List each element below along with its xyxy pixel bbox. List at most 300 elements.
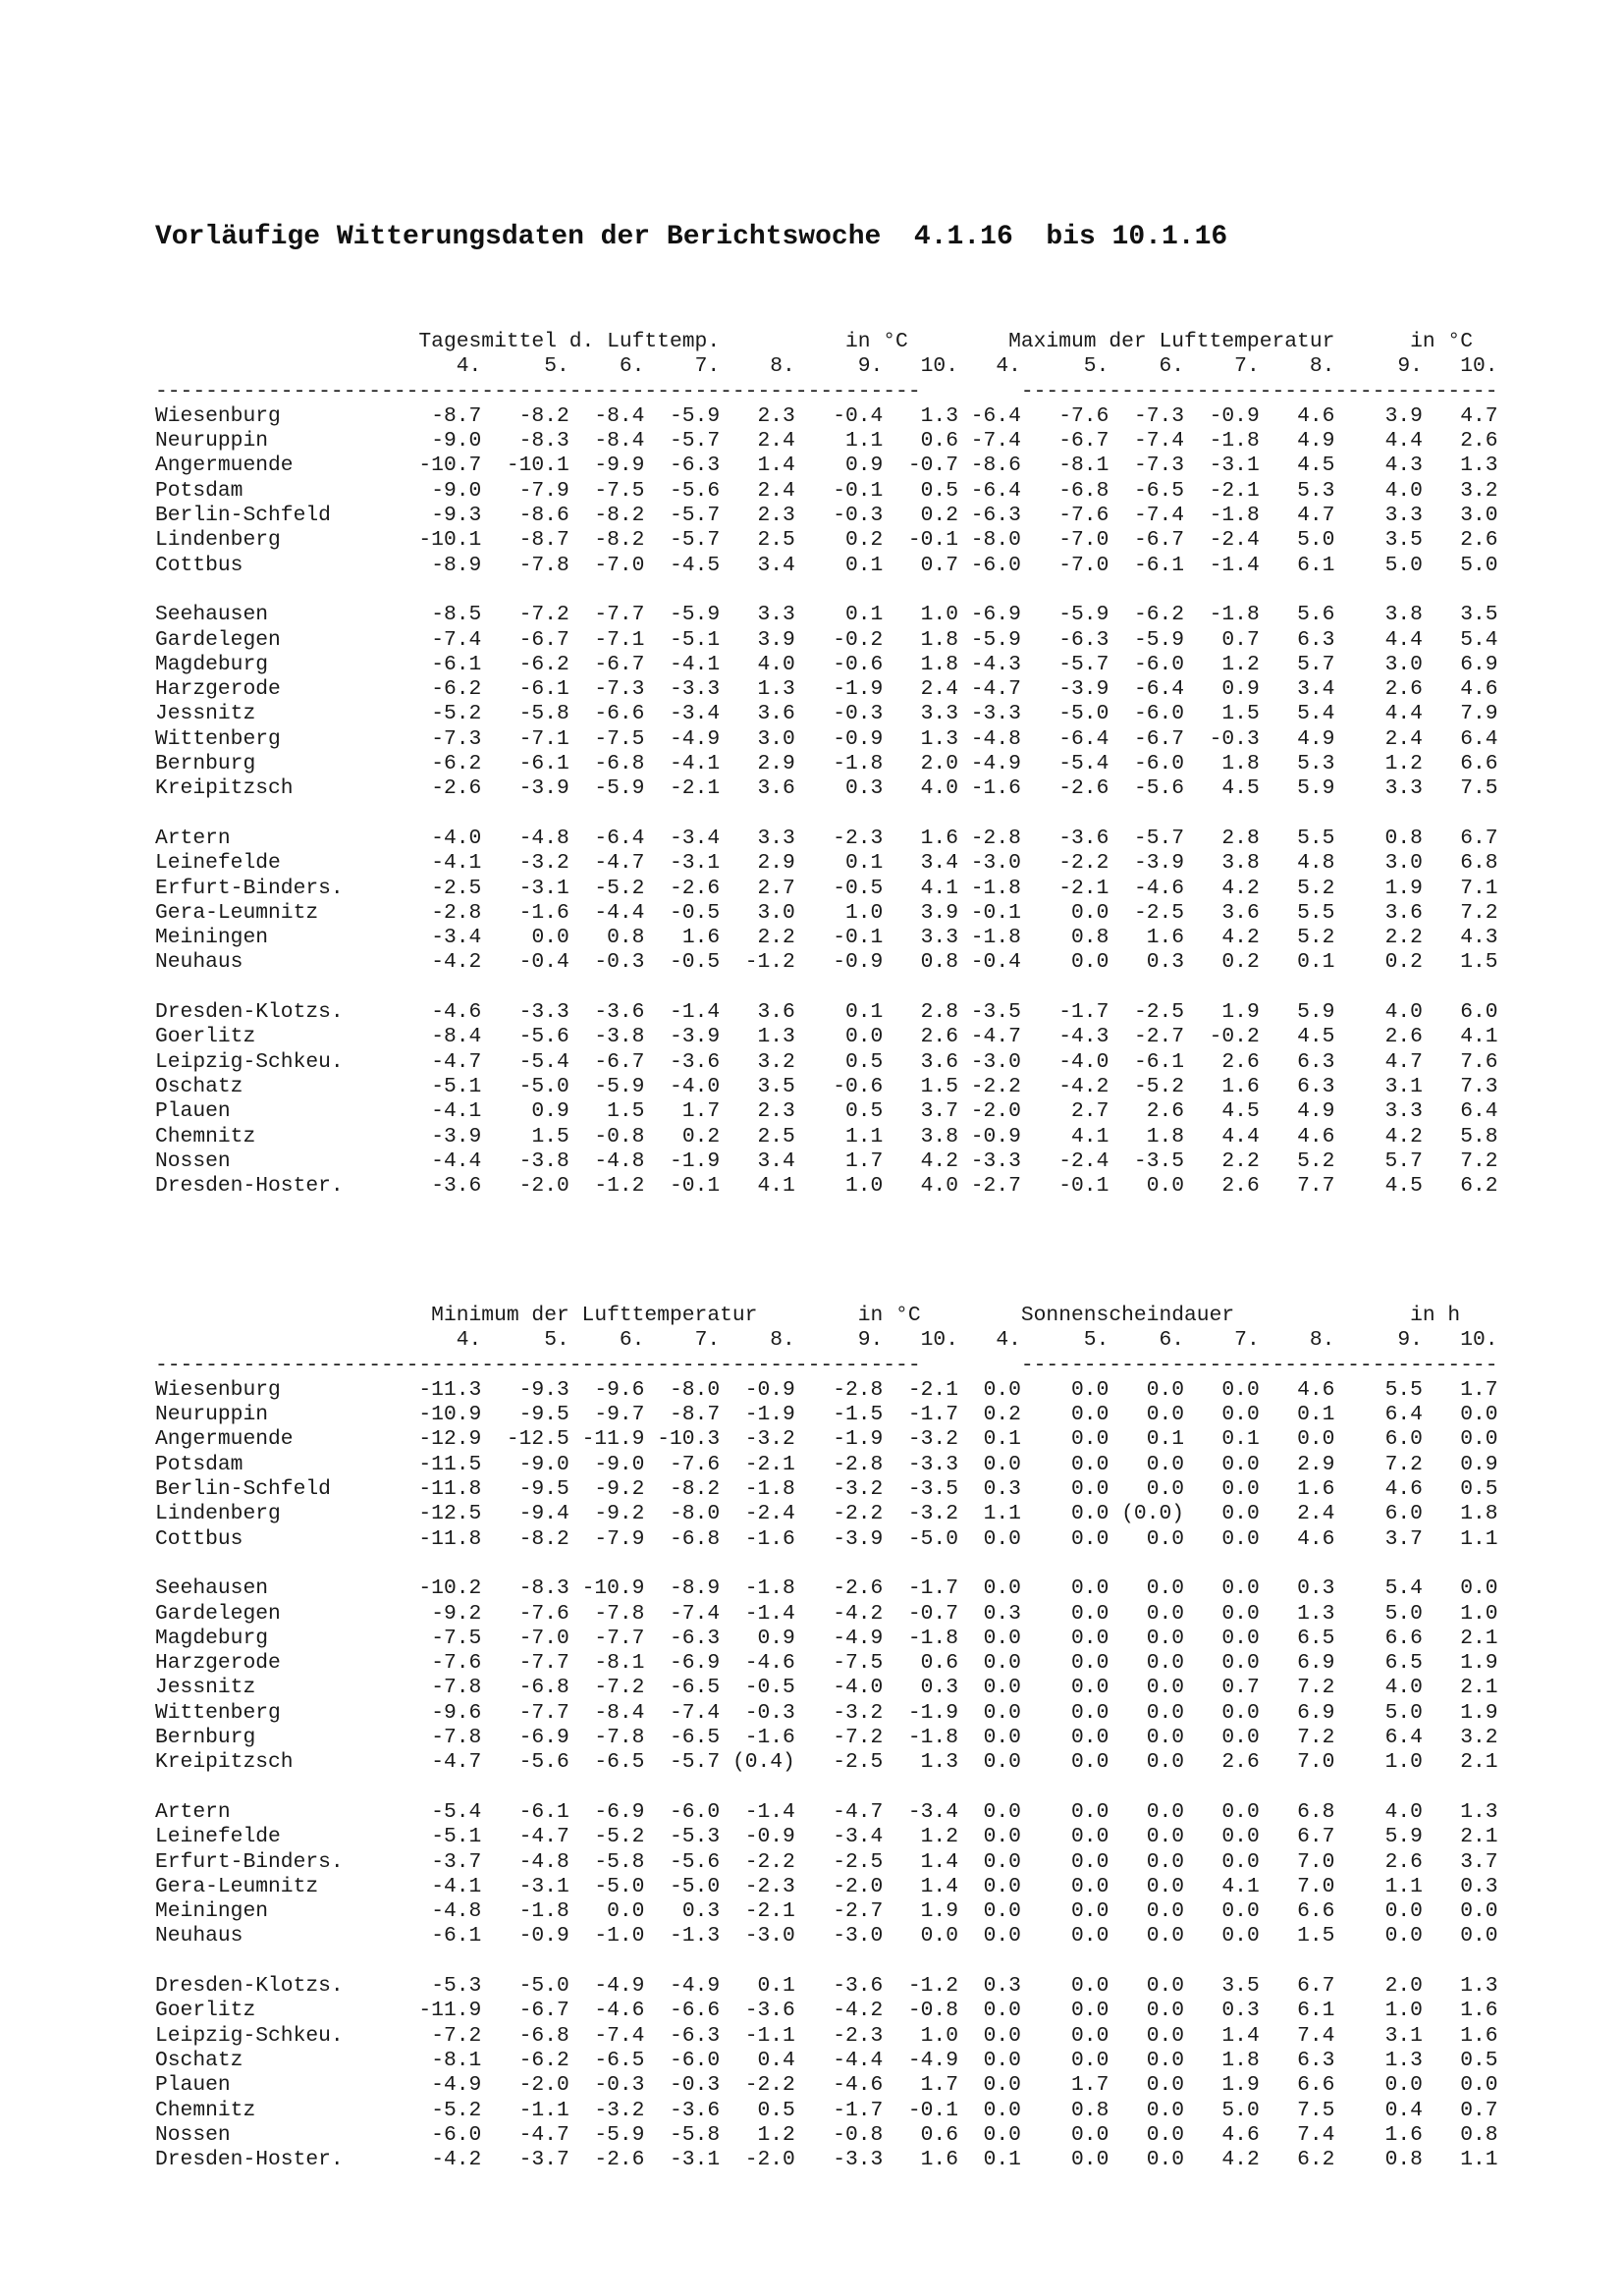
table-cell: 0.0 — [1071, 1676, 1109, 1700]
table-cell: 0.0 — [1146, 1799, 1185, 1824]
table-cell: 5.0 — [1384, 1601, 1423, 1626]
table-cell: 1.7 — [681, 1099, 721, 1124]
table-cell: (0.0) — [1121, 1502, 1185, 1526]
day-header: 10. — [1460, 354, 1498, 379]
table-cell: 4.5 — [1297, 1025, 1335, 1049]
table-cell: -0.9 — [744, 1825, 795, 1849]
table-cell: -6.5 — [594, 2048, 645, 2072]
table-cell: 0.3 — [983, 1601, 1021, 1626]
table-cell: 0.3 — [983, 1974, 1021, 1999]
table-cell: -4.0 — [833, 1676, 884, 1700]
table-cell: 3.1 — [1384, 1074, 1423, 1098]
table-cell: -6.1 — [518, 1799, 569, 1824]
table-cell: 6.5 — [1297, 1626, 1335, 1650]
table-cell: -6.3 — [670, 2023, 721, 2048]
table-cell: -8.4 — [594, 403, 645, 428]
table-cell: -1.0 — [594, 1924, 645, 1949]
table-cell: -1.4 — [744, 1601, 795, 1626]
table-cell: -8.9 — [431, 553, 482, 577]
table-cell: -7.8 — [594, 1601, 645, 1626]
table-cell: -7.8 — [518, 553, 569, 577]
table-cell: 3.6 — [757, 1000, 795, 1025]
table-cell: -0.5 — [833, 876, 884, 900]
table-cell: 0.1 — [844, 851, 884, 876]
table-cell: 6.6 — [1460, 752, 1498, 776]
station-name: Neuruppin — [155, 429, 269, 454]
table-cell: 6.3 — [1297, 627, 1335, 652]
table-cell: -7.8 — [431, 1726, 482, 1750]
table-cell: -5.0 — [518, 1974, 569, 1999]
table-cell: 3.7 — [920, 1099, 958, 1124]
table-cell: -5.9 — [670, 403, 721, 428]
table-cell: 0.1 — [844, 553, 884, 577]
table-cell: 0.4 — [757, 2048, 795, 2072]
table-cell: -3.6 — [744, 1999, 795, 2023]
table-cell: 0.0 — [983, 1899, 1021, 1924]
station-name: Dresden-Klotzs. — [155, 1974, 344, 1999]
table-cell: 6.4 — [1460, 726, 1498, 751]
table-cell: 4.6 — [1297, 1124, 1335, 1148]
table-cell: -1.1 — [744, 2023, 795, 2048]
table-cell: 0.0 — [1221, 1825, 1260, 1849]
table-cell: 4.1 — [757, 1174, 795, 1199]
table-cell: 0.0 — [1460, 2073, 1498, 2098]
table-cell: 0.0 — [1071, 1825, 1109, 1849]
table-cell: -3.1 — [670, 851, 721, 876]
table-cell: -2.7 — [833, 1899, 884, 1924]
table-cell: 6.3 — [1297, 1049, 1335, 1074]
table-cell: -3.4 — [907, 1799, 958, 1824]
table-cell: 1.0 — [920, 2023, 958, 2048]
table-cell: 0.0 — [1146, 1403, 1185, 1427]
table-cell: 1.3 — [757, 677, 795, 702]
table-cell: -4.5 — [670, 553, 721, 577]
table-cell: -4.2 — [1058, 1074, 1109, 1098]
table-cell: 0.9 — [757, 1626, 795, 1650]
table-cell: 7.4 — [1297, 2023, 1335, 2048]
table-cell: 5.0 — [1460, 553, 1498, 577]
table-cell: 2.9 — [757, 851, 795, 876]
table-cell: 7.5 — [1460, 776, 1498, 801]
table-cell: 2.1 — [1460, 1750, 1498, 1775]
table-cell: 2.1 — [1460, 1676, 1498, 1700]
table-cell: 0.0 — [1071, 1874, 1109, 1898]
table-cell: 4.2 — [1221, 876, 1260, 900]
table-cell: 3.5 — [1460, 603, 1498, 627]
table-cell: -9.0 — [594, 1452, 645, 1476]
table-cell: -2.0 — [833, 1874, 884, 1898]
table-cell: 2.5 — [757, 528, 795, 553]
table-cell: 2.2 — [1221, 1148, 1260, 1173]
table-cell: -7.2 — [594, 1676, 645, 1700]
station-name: Artern — [155, 1799, 231, 1824]
table-cell: 4.6 — [1384, 1477, 1423, 1502]
table-cell: -4.6 — [594, 1999, 645, 2023]
table-cell: 1.5 — [1297, 1924, 1335, 1949]
table-cell: -3.3 — [833, 2148, 884, 2172]
table-cell: 6.6 — [1297, 1899, 1335, 1924]
station-name: Neuruppin — [155, 1403, 269, 1427]
table-cell: -3.8 — [594, 1025, 645, 1049]
table-cell: -4.7 — [594, 851, 645, 876]
table-cell: 3.9 — [757, 627, 795, 652]
table-cell: 0.0 — [1071, 1626, 1109, 1650]
table-cell: -11.9 — [581, 1427, 645, 1452]
table-cell: -4.1 — [431, 1874, 482, 1898]
table-cell: 1.0 — [1384, 1999, 1423, 2023]
table-cell: -3.2 — [594, 2098, 645, 2122]
table-cell: 6.0 — [1384, 1427, 1423, 1452]
station-name: Erfurt-Binders. — [155, 876, 344, 900]
table-cell: 0.0 — [1071, 1849, 1109, 1874]
table-cell: 0.0 — [1071, 1651, 1109, 1676]
table-cell: -0.4 — [833, 403, 884, 428]
table-cell: -0.9 — [744, 1377, 795, 1402]
table-cell: -9.0 — [431, 429, 482, 454]
table-cell: 6.7 — [1297, 1974, 1335, 1999]
table-cell: 2.8 — [920, 1000, 958, 1025]
table-cell: -2.2 — [833, 1502, 884, 1526]
table-cell: -0.8 — [833, 2122, 884, 2147]
table-cell: 2.0 — [1384, 1974, 1423, 1999]
table-cell: -10.3 — [657, 1427, 721, 1452]
table-cell: 4.2 — [1221, 2148, 1260, 2172]
table-cell: 2.6 — [1460, 528, 1498, 553]
table-cell: -8.3 — [518, 1576, 569, 1601]
table-cell: 5.3 — [1297, 752, 1335, 776]
table-cell: -3.8 — [518, 1148, 569, 1173]
table-cell: 3.6 — [757, 702, 795, 726]
station-name: Chemnitz — [155, 2098, 256, 2122]
day-header: 5. — [544, 354, 569, 379]
table-cell: -11.8 — [418, 1526, 482, 1551]
table-cell: -5.2 — [594, 876, 645, 900]
table-cell: -5.6 — [670, 478, 721, 503]
table-cell: -10.1 — [418, 528, 482, 553]
table-cell: -3.9 — [670, 1025, 721, 1049]
table-cell: 4.0 — [1384, 1799, 1423, 1824]
table-cell: 0.8 — [1384, 2148, 1423, 2172]
table-cell: -2.2 — [1058, 851, 1109, 876]
table-cell: 6.7 — [1297, 1825, 1335, 1849]
table-cell: 1.3 — [757, 1025, 795, 1049]
table-cell: 0.0 — [983, 1626, 1021, 1650]
day-header: 9. — [857, 1328, 884, 1353]
table-cell: -7.4 — [1133, 504, 1185, 528]
day-header: 6. — [1159, 354, 1185, 379]
station-name: Berlin-Schfeld — [155, 1477, 331, 1502]
table-cell: 1.3 — [920, 403, 958, 428]
table-cell: -6.7 — [1058, 429, 1109, 454]
table-cell: 0.2 — [983, 1403, 1021, 1427]
table-cell: 3.6 — [1221, 900, 1260, 925]
table-cell: 0.7 — [1221, 627, 1260, 652]
table-cell: 2.6 — [1460, 429, 1498, 454]
table-cell: 4.0 — [1384, 478, 1423, 503]
table-cell: 4.6 — [1297, 1526, 1335, 1551]
table-cell: -4.0 — [431, 826, 482, 850]
table-cell: -0.3 — [744, 1700, 795, 1725]
table-cell: -0.3 — [594, 2073, 645, 2098]
table-cell: 0.6 — [920, 1651, 958, 1676]
table-cell: -5.9 — [1058, 603, 1109, 627]
table-cell: 6.5 — [1384, 1651, 1423, 1676]
table-cell: (0.4) — [731, 1750, 795, 1775]
table-cell: 0.8 — [607, 926, 645, 950]
table-cell: 0.0 — [1146, 2073, 1185, 2098]
table-cell: 1.0 — [844, 1174, 884, 1199]
table-cell: 1.8 — [920, 652, 958, 676]
table-cell: -8.4 — [594, 1700, 645, 1725]
table-cell: 2.1 — [1460, 1626, 1498, 1650]
table-cell: -6.8 — [518, 2023, 569, 2048]
table-cell: 4.1 — [1071, 1124, 1109, 1148]
table-cell: 5.0 — [1221, 2098, 1260, 2122]
table-cell: 0.0 — [1146, 1924, 1185, 1949]
left-unit-label: in °C — [844, 330, 908, 353]
table-cell: -7.6 — [518, 1601, 569, 1626]
table-cell: 6.1 — [1297, 553, 1335, 577]
table-cell: 3.6 — [920, 1049, 958, 1074]
table-cell: 0.0 — [1460, 1427, 1498, 1452]
table-cell: -6.0 — [970, 553, 1021, 577]
table-cell: -4.9 — [670, 726, 721, 751]
table-cell: -0.1 — [670, 1174, 721, 1199]
table-cell: -4.4 — [431, 1148, 482, 1173]
table-cell: -3.9 — [833, 1526, 884, 1551]
table-cell: 0.0 — [983, 1825, 1021, 1849]
table-cell: 5.7 — [1297, 652, 1335, 676]
left-column-header: Minimum der Lufttemperatur — [431, 1304, 758, 1327]
table-cell: -8.0 — [670, 1502, 721, 1526]
table-cell: 1.5 — [607, 1099, 645, 1124]
table-cell: -3.4 — [670, 826, 721, 850]
table-cell: -2.4 — [744, 1502, 795, 1526]
table-cell: -1.1 — [518, 2098, 569, 2122]
table-cell: 1.7 — [1071, 2073, 1109, 2098]
table-cell: 0.0 — [1071, 1700, 1109, 1725]
station-name: Dresden-Hoster. — [155, 1174, 344, 1199]
table-cell: -7.4 — [970, 429, 1021, 454]
table-cell: -5.7 — [670, 504, 721, 528]
table-cell: -3.9 — [431, 1124, 482, 1148]
table-cell: -3.9 — [1133, 851, 1185, 876]
table-cell: -4.7 — [431, 1049, 482, 1074]
table-cell: 3.5 — [757, 1074, 795, 1098]
table-cell: -4.6 — [744, 1651, 795, 1676]
left-column-header: Tagesmittel d. Lufttemp. — [418, 330, 721, 353]
table-cell: -5.7 — [1133, 826, 1185, 850]
table-cell: 1.3 — [920, 726, 958, 751]
station-name: Cottbus — [155, 553, 243, 577]
station-name: Wittenberg — [155, 726, 281, 751]
table-cell: 3.4 — [757, 553, 795, 577]
table-cell: -0.2 — [1209, 1025, 1260, 1049]
table-cell: -12.9 — [418, 1427, 482, 1452]
table-cell: -0.5 — [670, 950, 721, 975]
table-cell: 4.6 — [1460, 677, 1498, 702]
day-header: 8. — [1309, 1328, 1335, 1353]
table-cell: -7.0 — [594, 553, 645, 577]
day-header: 6. — [619, 354, 645, 379]
table-cell: 3.8 — [920, 1124, 958, 1148]
table-cell: 1.2 — [920, 1825, 958, 1849]
table-cell: -2.4 — [1058, 1148, 1109, 1173]
table-cell: -1.9 — [833, 677, 884, 702]
table-cell: -7.9 — [518, 478, 569, 503]
station-name: Chemnitz — [155, 1124, 256, 1148]
table-cell: -5.0 — [518, 1074, 569, 1098]
table-cell: -2.1 — [1058, 876, 1109, 900]
table-cell: 2.4 — [1384, 726, 1423, 751]
table-cell: -4.9 — [594, 1974, 645, 1999]
table-cell: 3.4 — [757, 1148, 795, 1173]
station-name: Lindenberg — [155, 1502, 281, 1526]
table-cell: 1.5 — [1221, 702, 1260, 726]
table-cell: -0.3 — [594, 950, 645, 975]
table-cell: 7.3 — [1460, 1074, 1498, 1098]
table-cell: 4.2 — [920, 1148, 958, 1173]
table-cell: 0.0 — [1221, 1526, 1260, 1551]
table-cell: 0.0 — [1146, 2098, 1185, 2122]
table-cell: -6.7 — [594, 1049, 645, 1074]
table-cell: -3.6 — [594, 1000, 645, 1025]
table-cell: -6.1 — [431, 1924, 482, 1949]
temperature-min-sunshine-table: Minimum der Lufttemperatur in °C Sonnenscheindauer in h 4. 5. 6. 7. 8. 9. 10. 4. 5. 6. 7. 8. 9. 10. ------------------------------------------------------------- -------------------------------------- Wiesenburg -11.3 -9.3 -9.6 -8.0 -0.9 -2.8 -2.1 0.0 0.0 0.0 0.0 4.6 5.5 1.7 Neuruppin -10.9 -9.5 -9.7 -8.7 -1.9 -1.5 -1.7 0.2 0.0 0.0 0.0 0.1 6.4 0.0 Angermuende -12.9 -12.5 -11.9 -10.3 -3.2 -1.9 -3.2 0.1 0.0 0.1 0.1 0.0 6.0 0.0 Potsdam -11.5 -9.0 -9.0 -7.6 -2.1 -2.8 -3.3 0.0 0.0 0.0 0.0 2.9 7.2 0.9 Berlin-Schfeld -11.8 -9.5 -9.2 -8.2 -1.8 -3.2 -3.5 0.3 0.0 0.0 0.0 1.6 4.6 0.5 Lindenberg -12.5 -9.4 -9.2 -8.0 -2.4 -2.2 -3.2 1.1 0.0 (0.0) 0.0 2.4 6.0 1.8 Cottbus -11.8 -8.2 -7.9 -6.8 -1.6 -3.9 -5.0 0.0 0.0 0.0 0.0 4.6 3.7 1.1 Seehausen -10.2 -8.3 -10.9 -8.9 -1.8 -2.6 -1.7 0.0 0.0 0.0 0.0 0.3 5.4 0.0 Gardelegen -9.2 -7.6 -7.8 -7.4 -1.4 -4.2 -0.7 0.3 0.0 0.0 0.0 1.3 5.0 1.0 Magdeburg -7.5 -7.0 -7.7 -6.3 0.9 -4.9 -1.8 0.0 0.0 0.0 0.0 6.5 6.6 2.1 Harzgerode -7.6 -7.7 -8.1 -6.9 -4.6 -7.5 0.6 0.0 0.0 0.0 0.0 6.9 6.5 1.9 Jessnitz -7.8 -6.8 -7.2 -6.5 -0.5 -4.0 0.3 0.0 0.0 0.0 0.7 7.2 4.0 2.1 Wittenberg -9.6 -7.7 -8.4 -7.4 -0.3 -3.2 -1.9 0.0 0.0 0.0 0.0 6.9 5.0 1.9 Bernburg -7.8 -6.9 -7.8 -6.5 -1.6 -7.2 -1.8 0.0 0.0 0.0 0.0 7.2 6.4 3.2 Kreipitzsch -4.7 -5.6 -6.5 -5.7 (0.4) -2.5 1.3 0.0 0.0 0.0 2.6 7.0 1.0 2.1 Artern -5.4 -6.1 -6.9 -6.0 -1.4 -4.7 -3.4 0.0 0.0 0.0 0.0 6.8 4.0 1.3 Leinefelde -5.1 -4.7 -5.2 -5.3 -0.9 -3.4 1.2 0.0 0.0 0.0 0.0 6.7 5.9 2.1 Erfurt-Binders. -3.7 -4.8 -5.8 -5.6 -2.2 -2.5 1.4 0.0 0.0 0.0 0.0 7.0 2.6 3.7 Gera-Leumnitz -4.1 -3.1 -5.0 -5.0 -2.3 -2.0 1.4 0.0 0.0 0.0 4.1 7.0 1.1 0.3 Meiningen -4.8 -1.8 0.0 0.3 -2.1 -2.7 1.9 0.0 0.0 0.0 0.0 6.6 0.0 0.0 Neuhaus -6.1 -0.9 -1.0 -1.3 -3.0 -3.0 0.0 0.0 0.0 0.0 0.0 1.5 0.0 0.0 Dresden-Klotzs. -5.3 -5.0 -4.9 -4.9 0.1 -3.6 -1.2 0.3 0.0 0.0 3.5 6.7 2.0 1.3 Goerlitz -11.9 -6.7 -4.6 -6.6 -3.6 -4.2 -0.8 0.0 0.0 0.0 0.3 6.1 1.0 1.6 Leipzig-Schkeu. -7.2 -6.8 -7.4 -6.3 -1.1 -2.3 1.0 0.0 0.0 0.0 1.4 7.4 3.1 1.6 Oschatz -8.1 -6.2 -6.5 -6.0 0.4 -4.4 -4.9 0.0 0.0 0.0 1.8 6.3 1.3 0.5 Plauen -4.9 -2.0 -0.3 -0.3 -2.2 -4.6 1.7 0.0 1.7 0.0 1.9 6.6 0.0 0.0 Chemnitz -5.2 -1.1 -3.2 -3.6 0.5 -1.7 -0.1 0.0 0.8 0.0 5.0 7.5 0.4 0.7 Nossen -6.0 -4.7 -5.9 -5.8 1.2 -0.8 0.6 0.0 0.0 0.0 4.6 7.4 1.6 0.8 Dresden-Hoster. -4.2 -3.7 -2.6 -3.1 -2.0 -3.3 1.6 0.1 0.0 0.0 4.2 6.2 0.8 1.1 — [155, 1304, 1498, 2172]
table-cell: 1.8 — [1221, 2048, 1260, 2072]
table-cell: -8.2 — [594, 504, 645, 528]
table-cell: -6.1 — [431, 652, 482, 676]
table-cell: -7.8 — [431, 1676, 482, 1700]
table-cell: 5.0 — [1384, 1700, 1423, 1725]
table-cell: 6.8 — [1460, 851, 1498, 876]
day-header: 6. — [619, 1328, 645, 1353]
station-name: Meiningen — [155, 1899, 269, 1924]
table-cell: 1.9 — [1221, 2073, 1260, 2098]
table-cell: 0.0 — [1221, 1576, 1260, 1601]
table-cell: 3.0 — [1384, 652, 1423, 676]
table-cell: -6.4 — [594, 826, 645, 850]
table-cell: -0.9 — [1209, 403, 1260, 428]
table-cell: -1.6 — [970, 776, 1021, 801]
table-cell: 0.1 — [757, 1974, 795, 1999]
table-cell: 0.0 — [983, 1924, 1021, 1949]
table-cell: 0.0 — [1146, 1377, 1185, 1402]
table-cell: -6.2 — [431, 752, 482, 776]
table-cell: 7.1 — [1460, 876, 1498, 900]
table-cell: 2.6 — [1146, 1099, 1185, 1124]
table-cell: 0.0 — [983, 1676, 1021, 1700]
table-cell: -1.7 — [907, 1576, 958, 1601]
station-name: Seehausen — [155, 1576, 269, 1601]
table-cell: 0.0 — [1146, 1849, 1185, 1874]
table-cell: 1.6 — [920, 826, 958, 850]
table-cell: 0.0 — [1146, 1700, 1185, 1725]
table-cell: 0.0 — [1071, 2122, 1109, 2147]
table-cell: -5.9 — [670, 603, 721, 627]
table-cell: -2.8 — [833, 1377, 884, 1402]
table-cell: 5.2 — [1297, 1148, 1335, 1173]
table-cell: -7.5 — [594, 726, 645, 751]
table-cell: 3.2 — [1460, 478, 1498, 503]
table-cell: 6.4 — [1384, 1726, 1423, 1750]
station-name: Jessnitz — [155, 702, 256, 726]
table-cell: 1.3 — [1384, 2048, 1423, 2072]
day-header: 10. — [1460, 1328, 1498, 1353]
table-cell: 0.0 — [1146, 1750, 1185, 1775]
table-cell: -6.2 — [518, 2048, 569, 2072]
table-cell: 1.3 — [1460, 1974, 1498, 1999]
table-cell: 0.0 — [983, 1377, 1021, 1402]
table-cell: 3.6 — [757, 776, 795, 801]
table-cell: -2.1 — [1209, 478, 1260, 503]
day-header: 10. — [920, 1328, 958, 1353]
table-cell: 0.0 — [983, 1452, 1021, 1476]
table-cell: 7.0 — [1297, 1750, 1335, 1775]
table-cell: -3.4 — [431, 926, 482, 950]
table-cell: 2.7 — [757, 876, 795, 900]
table-cell: 4.3 — [1384, 454, 1423, 478]
table-cell: -0.1 — [833, 478, 884, 503]
table-cell: 0.3 — [1297, 1576, 1335, 1601]
table-cell: 0.0 — [1384, 2073, 1423, 2098]
table-cell: 0.7 — [1460, 2098, 1498, 2122]
table-cell: 0.0 — [1071, 1799, 1109, 1824]
table-cell: 0.0 — [1384, 1924, 1423, 1949]
table-cell: -8.4 — [594, 429, 645, 454]
table-cell: 2.4 — [920, 677, 958, 702]
table-cell: -6.0 — [1133, 702, 1185, 726]
table-cell: 0.1 — [983, 2148, 1021, 2172]
table-cell: -7.9 — [594, 1526, 645, 1551]
table-cell: 4.0 — [920, 776, 958, 801]
table-cell: -1.8 — [518, 1899, 569, 1924]
table-cell: 0.8 — [920, 950, 958, 975]
table-cell: 0.0 — [1146, 1576, 1185, 1601]
station-name: Jessnitz — [155, 1676, 256, 1700]
table-cell: -3.0 — [970, 851, 1021, 876]
table-cell: -4.6 — [1133, 876, 1185, 900]
table-cell: -0.1 — [907, 528, 958, 553]
table-cell: -6.2 — [1133, 603, 1185, 627]
table-cell: -6.9 — [518, 1726, 569, 1750]
station-name: Gera-Leumnitz — [155, 1874, 319, 1898]
table-cell: 0.3 — [1460, 1874, 1498, 1898]
table-cell: -5.7 — [1058, 652, 1109, 676]
table-cell: -0.8 — [907, 1999, 958, 2023]
table-cell: 1.6 — [1297, 1477, 1335, 1502]
table-cell: 2.8 — [1221, 826, 1260, 850]
table-cell: -2.8 — [970, 826, 1021, 850]
table-cell: -0.9 — [518, 1924, 569, 1949]
table-cell: -5.1 — [670, 627, 721, 652]
table-cell: -6.2 — [518, 652, 569, 676]
table-cell: 0.0 — [1146, 1825, 1185, 1849]
table-cell: 4.9 — [1297, 726, 1335, 751]
table-cell: 0.0 — [1221, 1799, 1260, 1824]
station-name: Nossen — [155, 1148, 231, 1173]
table-cell: 1.1 — [1384, 1874, 1423, 1898]
table-cell: 5.9 — [1384, 1825, 1423, 1849]
table-cell: -10.9 — [418, 1403, 482, 1427]
table-cell: -2.5 — [431, 876, 482, 900]
station-name: Potsdam — [155, 1452, 243, 1476]
table-cell: -4.3 — [1058, 1025, 1109, 1049]
table-cell: -1.9 — [670, 1148, 721, 1173]
table-cell: -7.2 — [518, 603, 569, 627]
table-cell: -4.1 — [670, 752, 721, 776]
table-cell: 7.9 — [1460, 702, 1498, 726]
